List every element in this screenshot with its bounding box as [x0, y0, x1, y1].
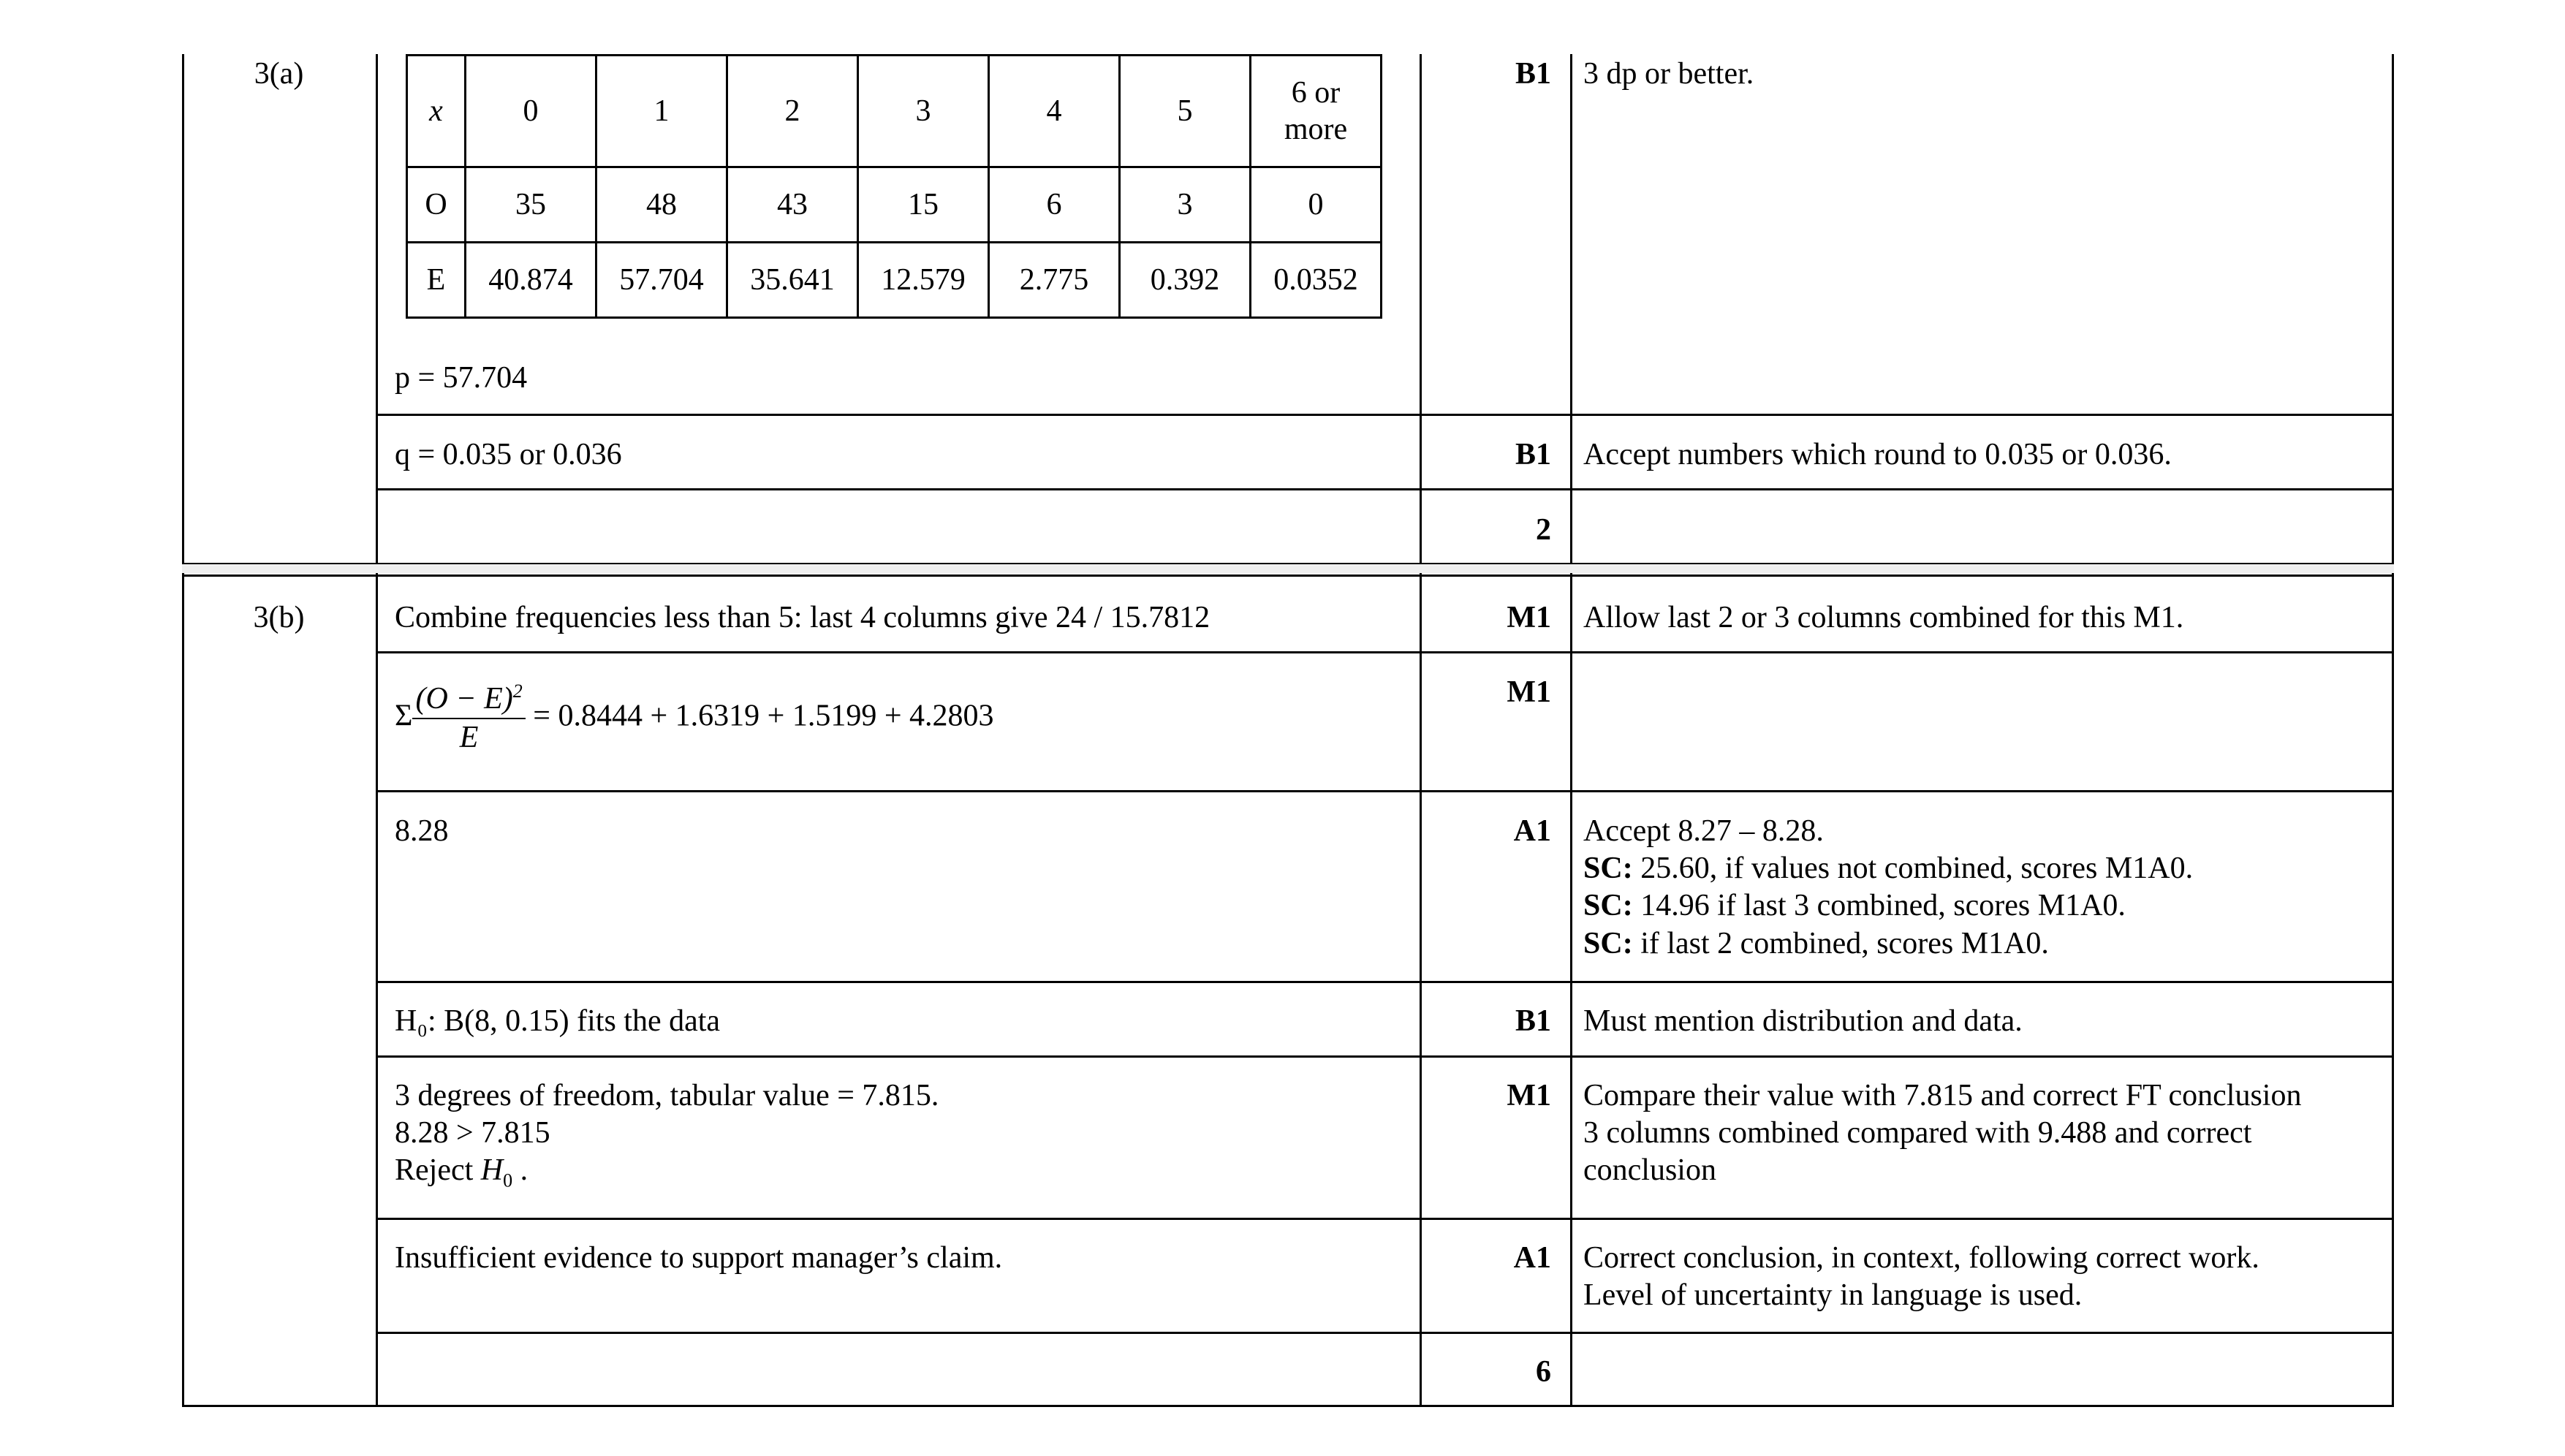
- row-divider: [376, 1218, 2394, 1220]
- answer-line: 3 degrees of freedom, tabular value = 7.815.: [395, 1079, 939, 1112]
- total-marks-3b: 6: [1536, 1355, 1551, 1389]
- table-border-right: [2392, 54, 2394, 1407]
- answer-line: 8.28 > 7.815: [395, 1116, 550, 1150]
- table-cell: 2: [727, 56, 858, 167]
- fraction-numerator: $(O - E)^2$: [412, 680, 525, 719]
- mark-test: M1: [1507, 1079, 1551, 1112]
- table-cell: 3: [858, 56, 989, 167]
- table-row-observed: [407, 167, 1382, 243]
- guidance-test: [1583, 1077, 2301, 1190]
- table-cell: 12.579: [858, 243, 989, 318]
- table-cell: 3: [1120, 167, 1251, 243]
- answer-hypothesis: H₀: B(8, 0.15) fits the data: [395, 1004, 721, 1038]
- question-label-3a: 3(a): [254, 57, 304, 91]
- guidance-result: [1583, 813, 2193, 963]
- guidance-hypothesis: Must mention distribution and data.: [1583, 1004, 2023, 1038]
- guidance-line: conclusion: [1583, 1153, 1716, 1188]
- table-cell: 6: [989, 167, 1120, 243]
- sum-terms: = 0.8444 + 1.6319 + 1.5199 + 4.2803: [533, 699, 994, 733]
- guidance-line: SC: 14.96 if last 3 combined, scores M1A0.: [1583, 889, 2126, 923]
- exponent: 2: [512, 680, 523, 702]
- row-divider: [376, 981, 2394, 983]
- guidance-line: SC: 25.60, if values not combined, scores M1A0.: [1583, 852, 2194, 886]
- table-cell: 0.392: [1120, 243, 1251, 318]
- table-cell: E: [407, 243, 466, 318]
- table-border-answer: [376, 54, 378, 1407]
- row-divider: [376, 790, 2394, 792]
- guidance-q: Accept numbers which round to 0.035 or 0.036.: [1583, 438, 2172, 471]
- fraction-denominator: E: [459, 721, 479, 755]
- guidance-line: Compare their value with 7.815 and correct FT conclusion: [1583, 1079, 2302, 1112]
- answer-chi-square-sum: [395, 680, 994, 757]
- table-cell: 0.0352: [1251, 243, 1382, 318]
- mark-q: B1: [1515, 438, 1551, 471]
- guidance-line: Correct conclusion, in context, following correct work.: [1583, 1241, 2259, 1275]
- table-cell: 2.775: [989, 243, 1120, 318]
- answer-combine: Combine frequencies less than 5: last 4 columns give 24 / 15.7812: [395, 601, 1210, 634]
- table-row-expected: [407, 243, 1382, 318]
- mark-hypothesis: B1: [1515, 1004, 1551, 1038]
- table-cell: 0: [1251, 167, 1382, 243]
- guidance-p: 3 dp or better.: [1583, 57, 1754, 91]
- table-cell: 40.874: [466, 243, 596, 318]
- total-marks-3a: 2: [1536, 513, 1551, 547]
- table-row-x: [407, 56, 1382, 167]
- section-divider: [182, 575, 2394, 577]
- table-cell: 6 or more: [1251, 56, 1382, 167]
- answer-result: 8.28: [395, 814, 449, 848]
- table-cell: 57.704: [596, 243, 727, 318]
- guidance-line: 3 columns combined compared with 9.488 and correct: [1583, 1116, 2252, 1150]
- table-cell: 5: [1120, 56, 1251, 167]
- answer-line: Reject $H_0$ .: [395, 1153, 528, 1191]
- guidance-line: SC: if last 2 combined, scores M1A0.: [1583, 926, 2049, 960]
- row-divider: [376, 1055, 2394, 1058]
- table-cell: 35.641: [727, 243, 858, 318]
- mark-chi-square-sum: M1: [1507, 675, 1551, 709]
- table-cell: 48: [596, 167, 727, 243]
- fraction: [412, 680, 525, 757]
- answer-p: p = 57.704: [395, 361, 528, 395]
- table-cell: 35: [466, 167, 596, 243]
- mark-result: A1: [1513, 814, 1551, 848]
- guidance-line: Accept 8.27 – 8.28.: [1583, 814, 1824, 848]
- answer-test: [395, 1077, 939, 1193]
- table-border-guidance: [1570, 54, 1572, 1407]
- table-cell: 0: [466, 56, 596, 167]
- row-divider: [376, 651, 2394, 653]
- table-cell: 4: [989, 56, 1120, 167]
- mark-p: B1: [1515, 57, 1551, 91]
- guidance-conclusion: [1583, 1240, 2259, 1314]
- frequency-table: [406, 54, 1382, 319]
- row-divider: [376, 1332, 2394, 1334]
- table-cell: O: [407, 167, 466, 243]
- mark-scheme-table: [182, 0, 2394, 1407]
- table-border-bottom: [182, 1405, 2394, 1407]
- table-border-marks: [1420, 54, 1422, 1407]
- row-divider: [376, 414, 2394, 416]
- table-cell: 43: [727, 167, 858, 243]
- table-cell: 1: [596, 56, 727, 167]
- answer-conclusion: Insufficient evidence to support manager’s claim.: [395, 1241, 1003, 1275]
- answer-q: q = 0.035 or 0.036: [395, 438, 622, 471]
- sigma-symbol: Σ: [395, 699, 413, 733]
- row-divider: [376, 488, 2394, 490]
- table-cell: 15: [858, 167, 989, 243]
- table-cell: x: [407, 56, 466, 167]
- section-gap: [182, 564, 2394, 573]
- guidance-combine: Allow last 2 or 3 columns combined for this M1.: [1583, 601, 2184, 634]
- guidance-line: Level of uncertainty in language is used.: [1583, 1278, 2083, 1313]
- table-border-left: [182, 54, 184, 1407]
- question-label-3b: 3(b): [253, 601, 305, 634]
- mark-combine: M1: [1507, 601, 1551, 634]
- mark-conclusion: A1: [1513, 1241, 1551, 1275]
